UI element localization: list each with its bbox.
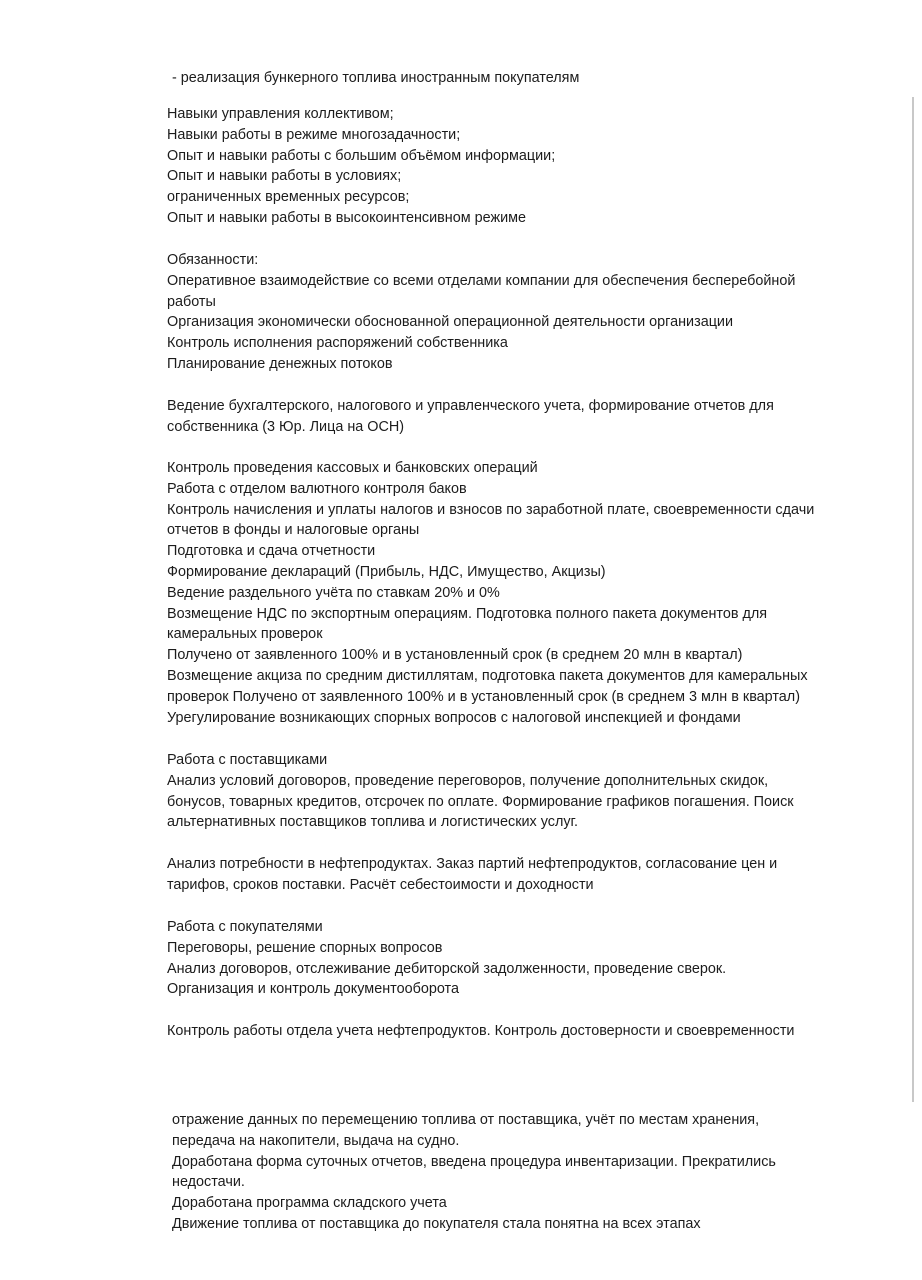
duties-section xyxy=(167,250,867,375)
text-line: тарифов, сроков поставки. Расчёт себестоимости и доходности xyxy=(167,876,594,893)
continuation-section xyxy=(172,1110,872,1235)
text-line: Урегулирование возникающих спорных вопросов с налоговой инспекцией и фондами xyxy=(167,709,741,726)
text-line: Организация и контроль документооборота xyxy=(167,981,459,998)
text-line: бонусов, товарных кредитов, отсрочек по оплате. Формирование графиков погашения. Поиск xyxy=(167,793,794,810)
text-line: отражение данных по перемещению топлива от поставщика, учёт по местам хранения, xyxy=(172,1112,760,1128)
text-line: Возмещение НДС по экспортным операциям. Подготовка полного пакета документов для xyxy=(167,605,768,622)
text-line: Планирование денежных потоков xyxy=(167,355,393,372)
text-line: Анализ потребности в нефтепродуктах. Заказ партий нефтепродуктов, согласование цен и xyxy=(167,856,778,872)
section-heading: Обязанности: xyxy=(167,252,259,268)
scrollbar[interactable] xyxy=(912,97,914,1102)
text-line: Движение топлива от поставщика до покупателя стала понятна на всех этапах xyxy=(172,1215,701,1232)
text-line: передача на накопители, выдача на судно. xyxy=(172,1132,460,1149)
products-control-paragraph xyxy=(167,1021,867,1042)
text-line: Анализ договоров, отслеживание дебиторской задолженности, проведение сверок. xyxy=(167,960,727,977)
skills-section xyxy=(167,104,867,229)
text-line: Контроль проведения кассовых и банковских операций xyxy=(167,460,538,476)
text-line: Работа с отделом валютного контроля баков xyxy=(167,480,467,497)
text-line: Оперативное взаимодействие со всеми отделами компании для обеспечения бесперебойной xyxy=(167,272,796,289)
text-line: Опыт и навыки работы с большим объёмом информации; xyxy=(167,147,556,164)
suppliers-section xyxy=(167,750,867,833)
text-line: отчетов в фонды и налоговые органы xyxy=(167,522,420,539)
text-line: Навыки работы в режиме многозадачности; xyxy=(167,126,461,143)
text-line: Опыт и навыки работы в высокоинтенсивном режиме xyxy=(167,209,527,226)
text-line: Контроль начисления и уплаты налогов и взносов по заработной плате, своевременности сдачи xyxy=(167,501,815,518)
section-heading: Работа с покупателями xyxy=(167,919,323,935)
text-line: Возмещение акциза по средним дистиллятам, подготовка пакета документов для камеральных xyxy=(167,667,808,684)
text-line: Доработана форма суточных отчетов, введена процедура инвентаризации. Прекратились xyxy=(172,1153,776,1170)
control-section xyxy=(167,458,867,728)
text-line: Подготовка и сдача отчетности xyxy=(167,543,376,560)
text-line: работы xyxy=(167,293,216,310)
text-line: камеральных проверок xyxy=(167,626,323,643)
text-line: - реализация бункерного топлива иностранным покупателям xyxy=(172,70,580,86)
text-line: Получено от заявленного 100% и в установленный срок (в среднем 20 млн в квартал) xyxy=(167,647,743,664)
text-line: Переговоры, решение спорных вопросов xyxy=(167,939,443,956)
intro-paragraph xyxy=(172,68,872,89)
text-line: ограниченных временных ресурсов; xyxy=(167,189,410,206)
text-line: Анализ условий договоров, проведение переговоров, получение дополнительных скидок, xyxy=(167,772,769,789)
analysis-paragraph xyxy=(167,854,867,896)
text-line: Опыт и навыки работы в условиях; xyxy=(167,168,402,185)
accounting-paragraph xyxy=(167,396,867,438)
text-line: недостачи. xyxy=(172,1174,245,1191)
text-line: Ведение раздельного учёта по ставкам 20% и 0% xyxy=(167,584,500,601)
text-line: альтернативных поставщиков топлива и логистических услуг. xyxy=(167,814,579,831)
text-line: Контроль исполнения распоряжений собственника xyxy=(167,335,508,352)
section-heading: Работа с поставщиками xyxy=(167,752,328,768)
buyers-section xyxy=(167,917,867,1000)
text-line: Организация экономически обоснованной операционной деятельности организации xyxy=(167,314,734,331)
text-line: Контроль работы отдела учета нефтепродуктов. Контроль достоверности и своевременности xyxy=(167,1023,795,1039)
text-line: Формирование деклараций (Прибыль, НДС, Имущество, Акцизы) xyxy=(167,563,606,580)
text-line: Ведение бухгалтерского, налогового и управленческого учета, формирование отчетов для xyxy=(167,398,774,414)
text-line: проверок Получено от заявленного 100% и в установленный срок (в среднем 3 млн в квартал) xyxy=(167,688,800,705)
text-line: собственника (3 Юр. Лица на ОСН) xyxy=(167,418,405,435)
text-line: Навыки управления коллективом; xyxy=(167,106,394,122)
text-line: Доработана программа складского учета xyxy=(172,1195,447,1212)
